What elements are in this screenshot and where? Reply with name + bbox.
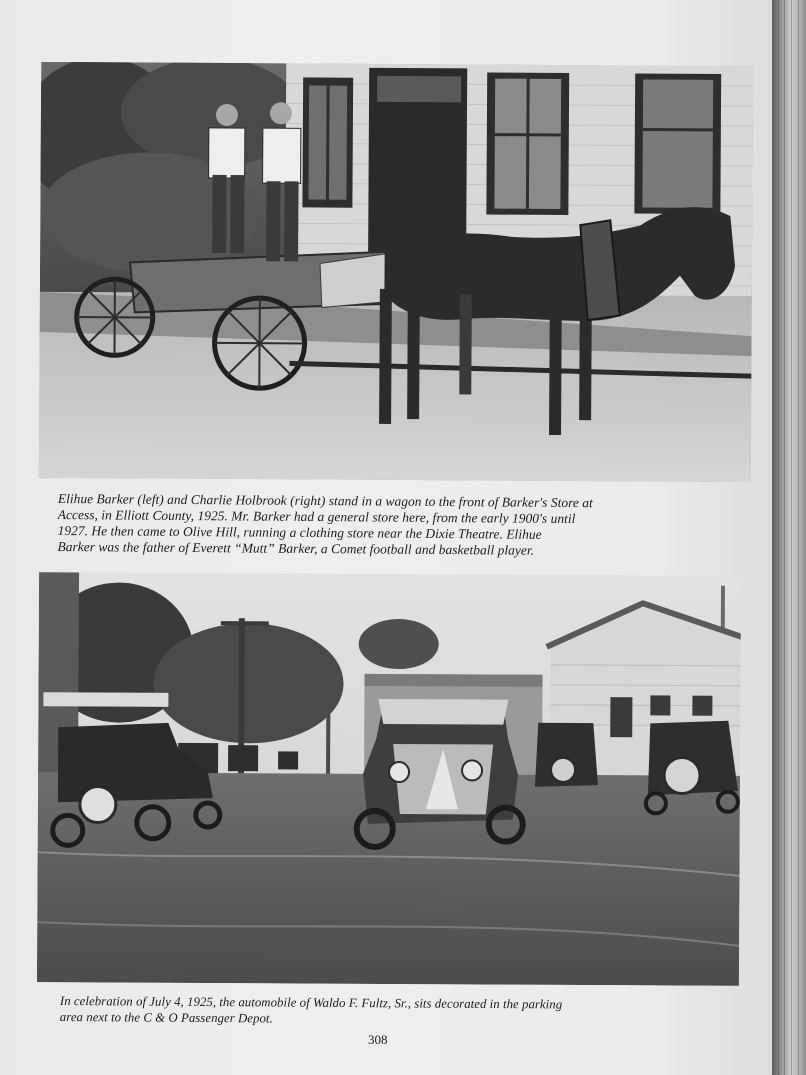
photo-horse-wagon-caption bbox=[57, 491, 727, 560]
caption-line: Access, in Elliott County, 1925. Mr. Barker had a general store here, from the early 1900's until bbox=[57, 506, 576, 527]
photo-decorated-automobile bbox=[37, 572, 741, 986]
photo-horse-wagon-image bbox=[39, 62, 754, 482]
caption-line: Elihue Barker (left) and Charlie Holbrook (right) stand in a wagon to the front of Barker's Store at bbox=[57, 491, 593, 511]
page-number: 308 bbox=[368, 1032, 388, 1047]
photo-horse-wagon bbox=[39, 62, 754, 482]
photo-decorated-automobile-caption bbox=[60, 994, 720, 1030]
photo-decorated-automobile-image bbox=[37, 572, 741, 986]
caption-line: Barker was the father of Everett “Mutt” Barker, a Comet football and basketball player. bbox=[57, 538, 535, 558]
book-spine-gutter bbox=[772, 0, 806, 1075]
caption-line: 1927. He then came to Olive Hill, running a clothing store near the Dixie Theatre. Elihue bbox=[57, 522, 542, 542]
caption-line: area next to the C & O Passenger Depot. bbox=[59, 1009, 273, 1025]
caption-line: In celebration of July 4, 1925, the automobile of Waldo F. Fultz, Sr., sits decorated in the parking bbox=[59, 994, 563, 1012]
